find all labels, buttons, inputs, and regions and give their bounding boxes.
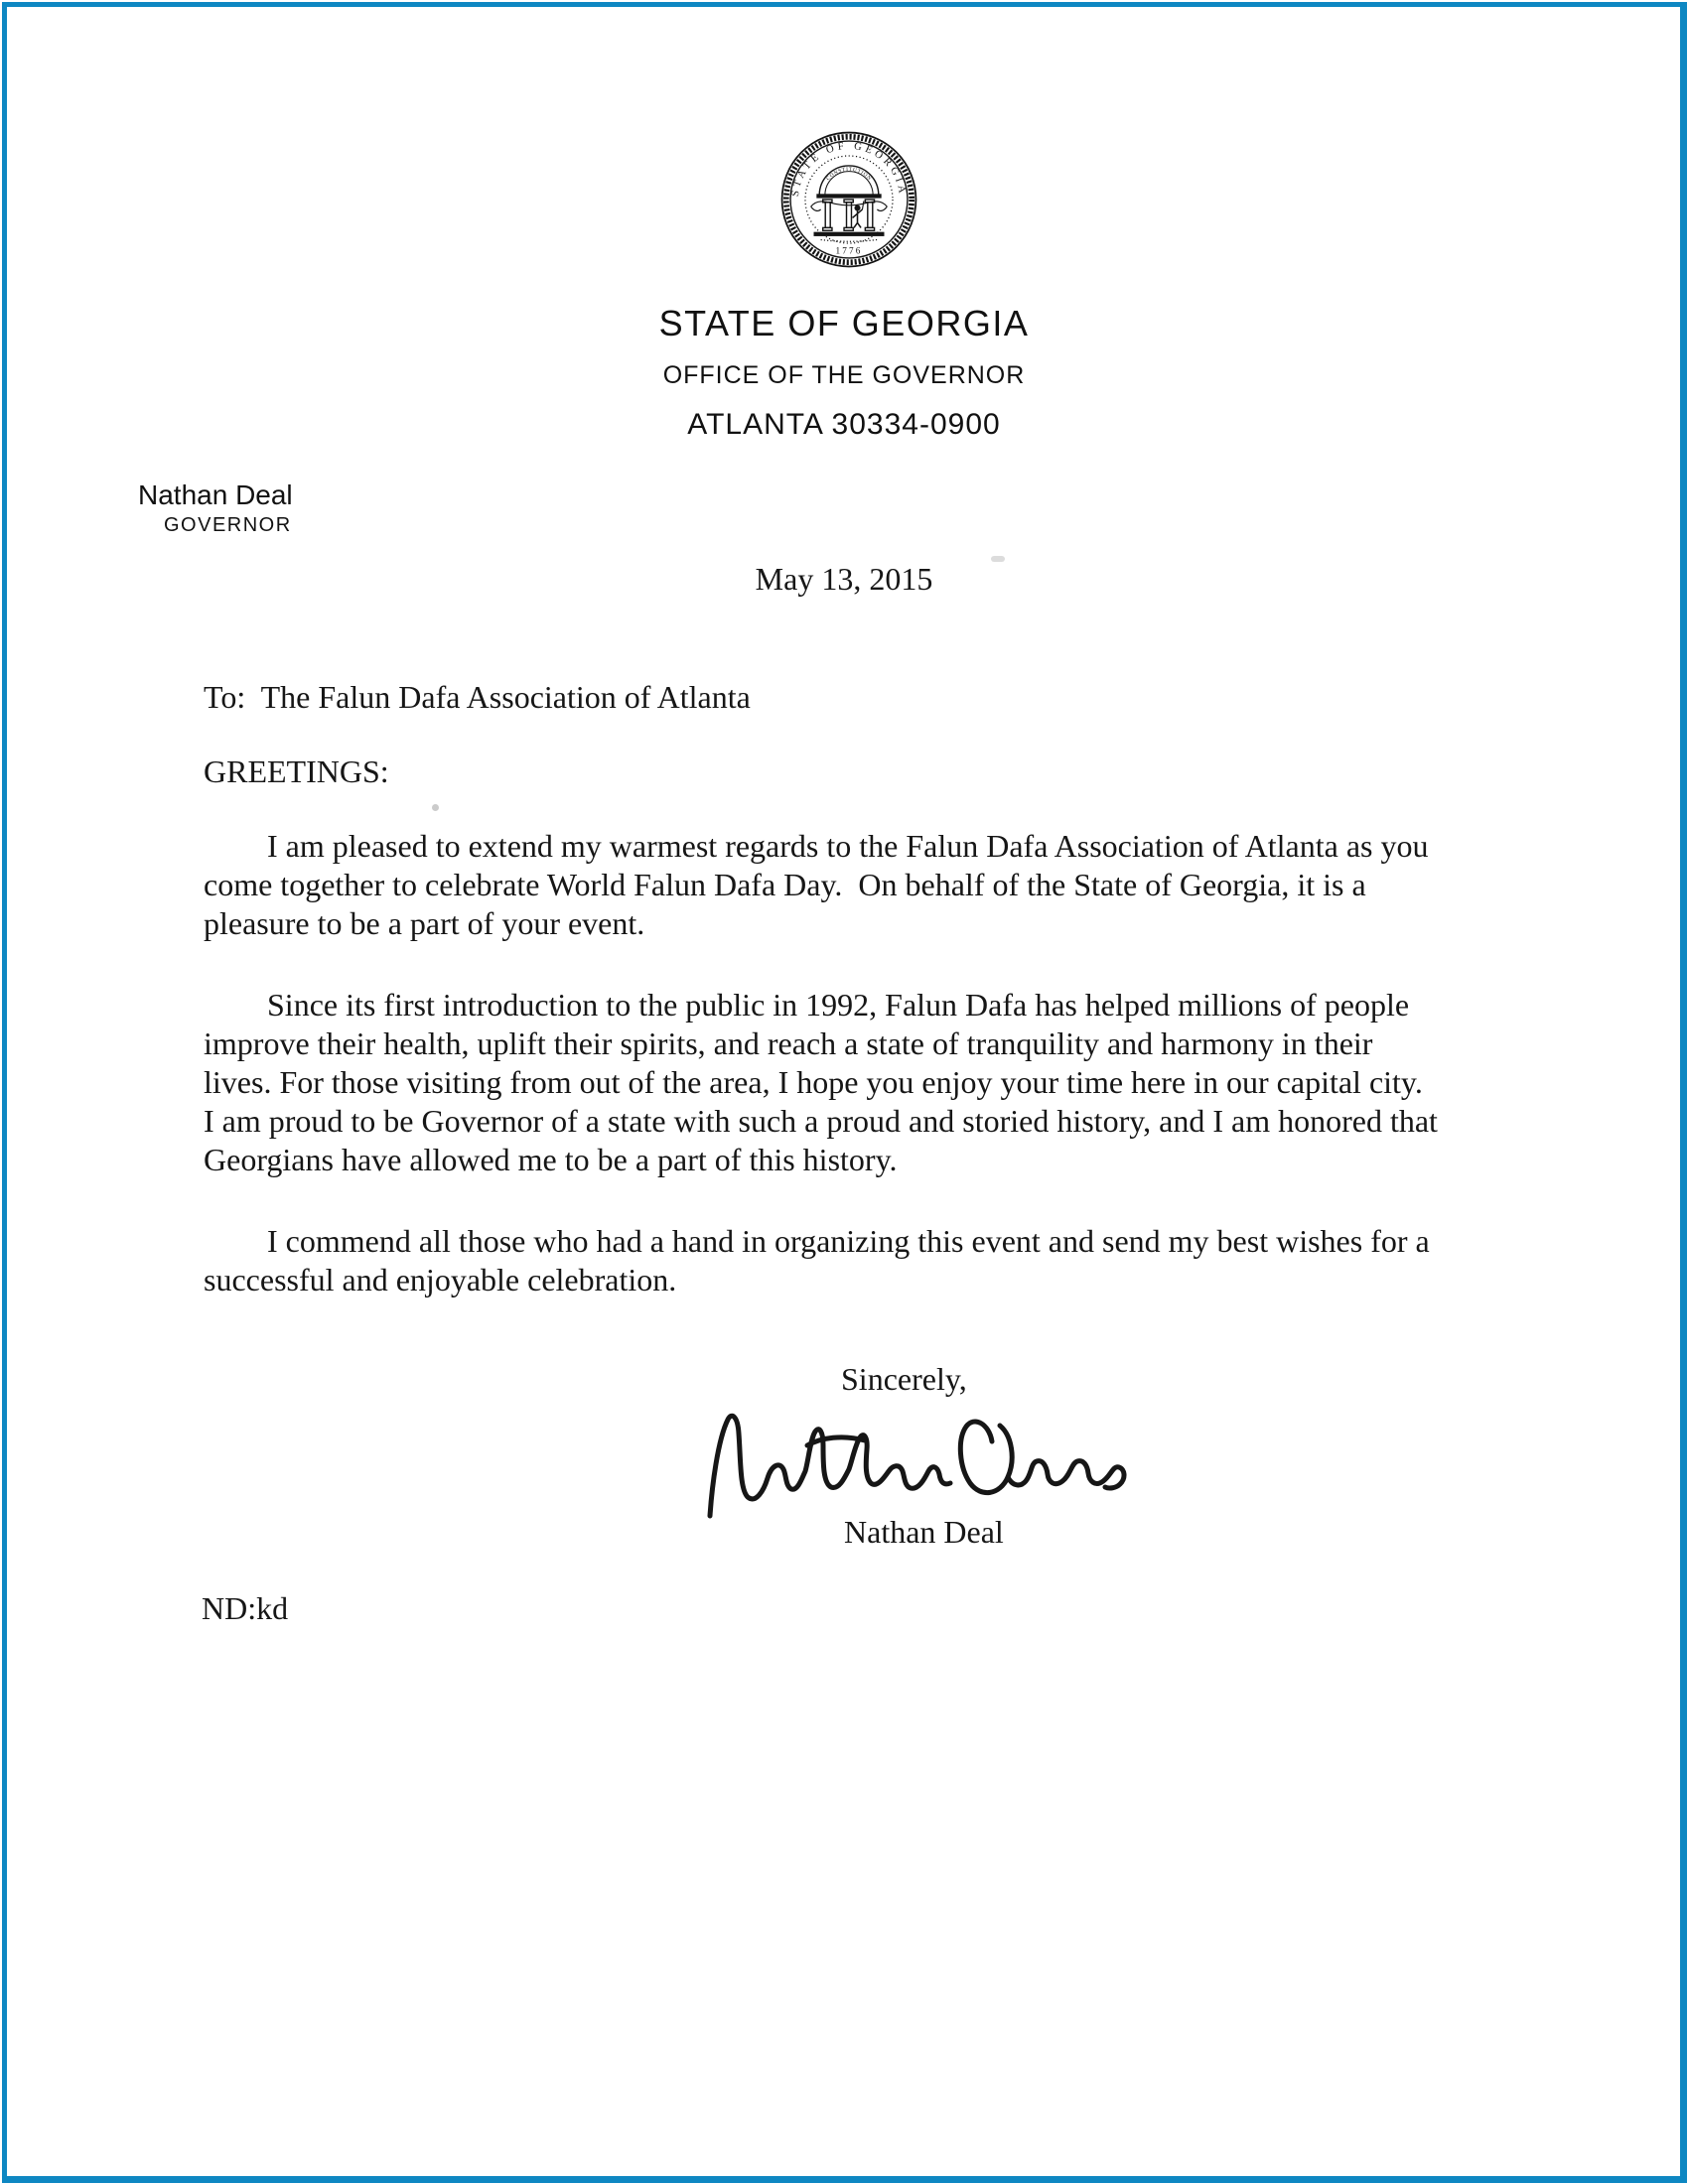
- typed-signature-name: Nathan Deal: [844, 1514, 1004, 1550]
- governor-name: Nathan Deal: [138, 479, 293, 510]
- governor-block: [138, 479, 293, 537]
- governor-title: GOVERNOR: [164, 514, 292, 536]
- letterhead-title: STATE OF GEORGIA: [658, 303, 1030, 343]
- paragraph-line: Since its first introduction to the public in 1992, Falun Dafa has helped millions of people: [267, 987, 1410, 1023]
- letter-paragraph: [204, 986, 1506, 1179]
- recipient-line: To: The Falun Dafa Association of Atlanta: [204, 679, 751, 715]
- letter-paragraph: [204, 827, 1506, 943]
- scan-speck: [432, 804, 439, 811]
- paragraph-line: improve their health, uplift their spirits, and reach a state of tranquility and harmony in their: [204, 1025, 1373, 1061]
- paragraph-line: lives. For those visiting from out of the area, I hope you enjoy your time here in our capital city.: [204, 1064, 1423, 1100]
- paragraph-line: I am proud to be Governor of a state with such a proud and storied history, and I am honored that: [204, 1103, 1438, 1139]
- typist-reference: ND:kd: [202, 1590, 289, 1626]
- paragraph-line: pleasure to be a part of your event.: [204, 905, 645, 941]
- seal-columns: [814, 194, 885, 241]
- paragraph-line: Georgians have allowed me to be a part of this history.: [204, 1142, 898, 1177]
- paragraph-line: I am pleased to extend my warmest regards to the Falun Dafa Association of Atlanta as you: [267, 828, 1429, 864]
- paragraph-line: I commend all those who had a hand in organizing this event and send my best wishes for a: [267, 1223, 1430, 1259]
- letter-paragraph: [204, 1222, 1506, 1299]
- seal-ring-text: STATE OF GEORGIA: [789, 140, 909, 198]
- seal-year: 1776: [835, 245, 863, 256]
- signature-script: [698, 1402, 1130, 1526]
- georgia-state-seal-icon: [778, 129, 919, 270]
- letterhead-address: ATLANTA 30334-0900: [687, 408, 1001, 441]
- salutation: GREETINGS:: [204, 753, 389, 789]
- letter-date: May 13, 2015: [755, 561, 933, 597]
- seal-arch-text: CONSTITUTION: [825, 166, 873, 183]
- letter-body: [204, 678, 1506, 1299]
- closing-line: Sincerely,: [841, 1361, 967, 1397]
- paragraph-line: come together to celebrate World Falun Dafa Day. On behalf of the State of Georgia, it is a: [204, 867, 1366, 902]
- letterhead-subtitle: OFFICE OF THE GOVERNOR: [662, 361, 1026, 389]
- paragraph-line: successful and enjoyable celebration.: [204, 1262, 677, 1297]
- scan-speck: [991, 556, 1005, 562]
